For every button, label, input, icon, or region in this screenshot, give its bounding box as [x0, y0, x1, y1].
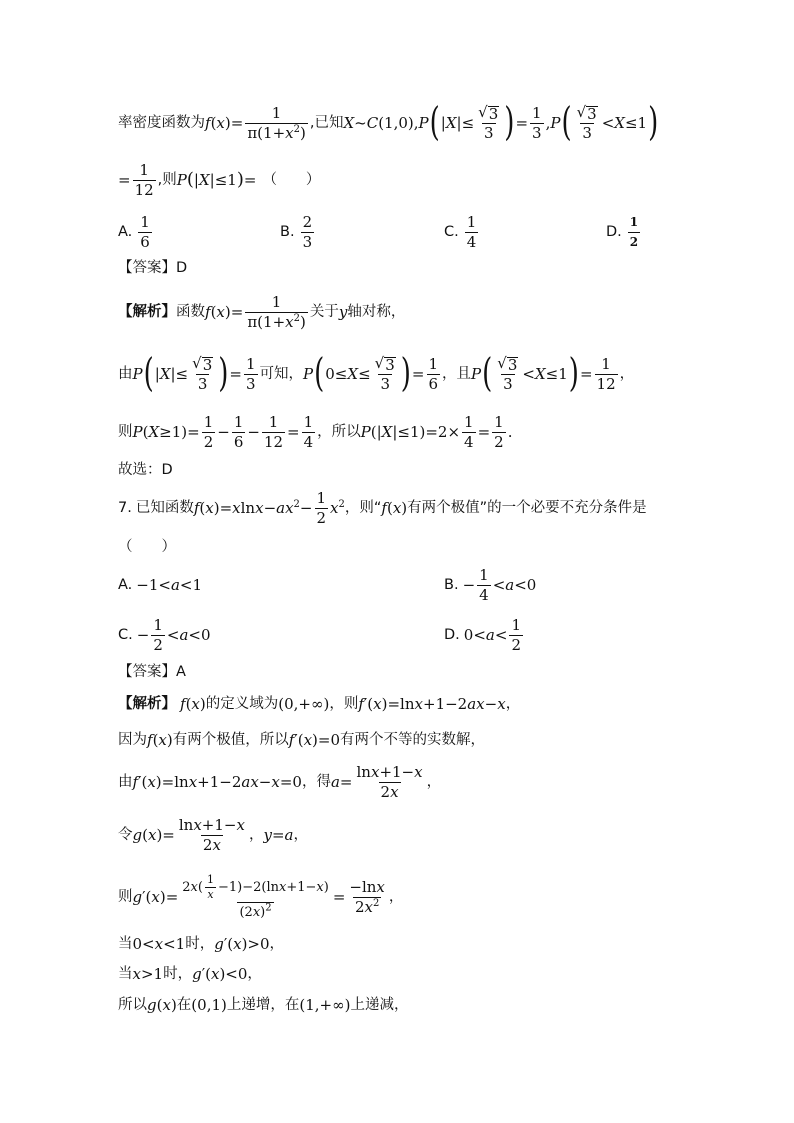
q7-analysis-3: 由 f′(x)=lnx+1−2ax−x=0 ，得 a = $\frac{\ln x+1-x}{2x}$ ，: [118, 762, 442, 801]
q6-line-1: 率密度函数为 f(x)= $\frac{1}{\pi(1+x^2)}$ ,已知 X~C(1,0) ,P ( |X|≤ √ 3 3 ) = $\frac{1}{3}$ ,P ( √ 3 3 <X≤1 ): [118, 100, 659, 146]
q6-line-2: = $\frac{1}{12}$ ,则 P ( |X|≤1 ) = （ ）: [118, 160, 321, 199]
q7-option-b[interactable]: B. − $\frac{1}{4}$ <a<0: [444, 565, 537, 604]
q7-analysis-2: 因为 f(x) 有两个极值，所以 f′(x)=0 有两个不等的实数解，: [118, 731, 486, 749]
q6-text: 率密度函数为: [118, 115, 205, 131]
q7-answer: 【答案】A: [118, 664, 186, 680]
q6-analysis-1: 【解析】 函数 f(x)= $\frac{1}{\pi(1+x^2)}$ 关于 y 轴对称，: [118, 292, 406, 331]
q7-option-a[interactable]: A. −1<a<1: [118, 576, 203, 594]
q7-options-row-2: [118, 615, 678, 655]
q6-answer: 【答案】D: [118, 260, 188, 276]
q6-option-c[interactable]: C. $\frac{1}{4}$: [444, 212, 477, 251]
q7-stem: 7. 已知函数 $f(x)=xlnx-ax^2-$ $\frac{1}{2}$ $x^2$ ，则“ f(x) 有两个极值”的一个必要不充分条件是: [118, 488, 647, 527]
q7-paren: （ ）: [118, 539, 176, 555]
q7-analysis-6: 当 0<x<1 时， g′(x)>0 ，: [118, 935, 285, 953]
q7-analysis-7: 当 x>1 时， g′(x)<0 ，: [118, 965, 262, 983]
q7-option-d[interactable]: D. 0<a< $\frac{1}{2}$: [444, 615, 521, 654]
q7-analysis-8: 所以 g(x) 在 (0,1) 上递增，在 (1,+∞) 上递减，: [118, 996, 409, 1014]
q6-analysis-2: 由 P ( |X|≤ √ 3 3 ) = $\frac{1}{3}$ 可知， P ( 0≤X≤ √ 3 3 ) = $\frac{1}{6}$ ，且 P ( √ 3 3 <X≤1 ) = $\frac{1}{12}$ ，: [118, 351, 635, 397]
q7-option-c[interactable]: C. − $\frac{1}{2}$ <a<0: [118, 615, 211, 654]
q7-analysis-5: 则 g′(x)= 2 x ( $\frac{1}{x}$ −1)−2(ln x +1− x ) $(2x)^2$ = $\frac{-\ln x}{2x^2}$ ，: [118, 872, 404, 920]
q7-analysis-1: 【解析】 f(x) 的定义域为 (0,+∞) ，则 f′(x)=lnx+1−2ax−x ，: [118, 695, 521, 713]
q6-choose: 故选：D: [118, 462, 173, 478]
q6-analysis-3: 则 P(X≥1)= $\frac{1}{2}$ − $\frac{1}{6}$ − $\frac{1}{12}$ = $\frac{1}{4}$ ，所以 P(|X|≤1)=2× $\frac{1}{4}$ = $\frac{1}{2}$ .: [118, 412, 513, 451]
q6-option-b[interactable]: B. $\frac{2}{3}$: [280, 212, 313, 251]
q6-option-d[interactable]: D. $\frac{1}{2}$: [606, 214, 639, 249]
q7-analysis-4: 令 g(x)= $\frac{\ln x+1-x}{2x}$ ， y=a ，: [118, 815, 308, 854]
density-fraction: $\frac{1}{\pi(1+x^2)}$: [247, 103, 306, 142]
q6-options: [118, 212, 678, 252]
q7-options-row-1: [118, 565, 678, 605]
q6-option-a[interactable]: A. $\frac{1}{6}$: [118, 212, 150, 251]
